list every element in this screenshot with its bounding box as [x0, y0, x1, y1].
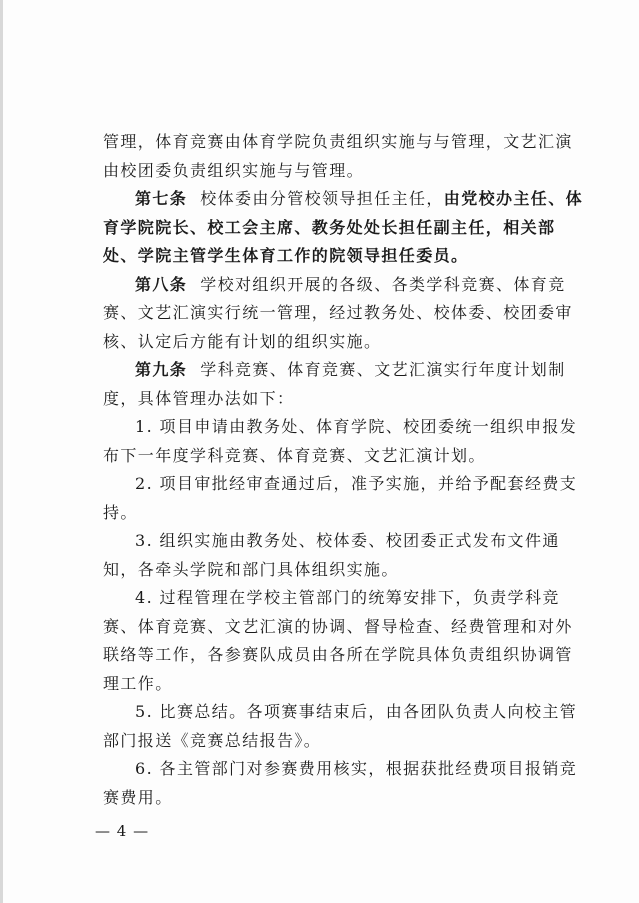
paragraph-intro: [103, 128, 587, 185]
article-7: [103, 185, 587, 271]
article-8-text: 学校对组织开展的各级、各类学科竞赛、体育竞赛、文艺汇演实行统一管理，经过教务处、校体委、校团委审核、认定后方能有计划的组织实施。: [103, 274, 573, 351]
document-body: [103, 128, 587, 812]
article-9: [103, 356, 587, 413]
article-7-bold-text: 由党校办主任、体育学院院长、校工会主席、教务处处长担任副主任，相关部处、学院主管学生体育工作的院领导担任委员。: [103, 189, 583, 265]
list-item: 1. 项目申请由教务处、体育学院、校团委统一组织申报发布下一年度学科竞赛、体育竞赛、文艺汇演计划。: [103, 417, 578, 465]
list-item: 5. 比赛总结。各项赛事结束后，由各团队负责人向校主管部门报送《竞赛总结报告》。: [103, 702, 578, 750]
page-number: — 4 —: [95, 822, 150, 840]
article-9-heading: 第九条: [135, 360, 188, 379]
article-7-text: 校体委由分管校领导担任主任，: [200, 189, 444, 208]
list-item: 2. 项目审批经审查通过后，准予实施，并给予配套经费支持。: [103, 474, 578, 522]
list-item: 4. 过程管理在学校主管部门的统筹安排下，负责学科竞赛、体育竞赛、文艺汇演的协调、督导检查、经费管理和对外联络等工作，各参赛队成员由各所在学院具体负责组织协调管理工作。: [103, 588, 573, 693]
article-8-heading: 第八条: [135, 274, 188, 294]
paragraph-intro-text: 管理，体育竞赛由体育学院负责组织实施与与管理，文艺汇演由校团委负责组织实施与与管理。: [103, 132, 573, 180]
list-item: 6. 各主管部门对参赛费用核实，根据获批经费项目报销竞赛费用。: [103, 759, 578, 807]
article-7-heading: 第七条: [135, 189, 188, 208]
list-item: 3. 组织实施由教务处、校体委、校团委正式发布文件通知，各牵头学院和部门具体组织实施。: [103, 531, 560, 579]
article-9-text: 学科竞赛、体育竞赛、文艺汇演实行年度计划制度，具体管理办法如下：: [103, 360, 566, 408]
article-8: [103, 271, 587, 357]
